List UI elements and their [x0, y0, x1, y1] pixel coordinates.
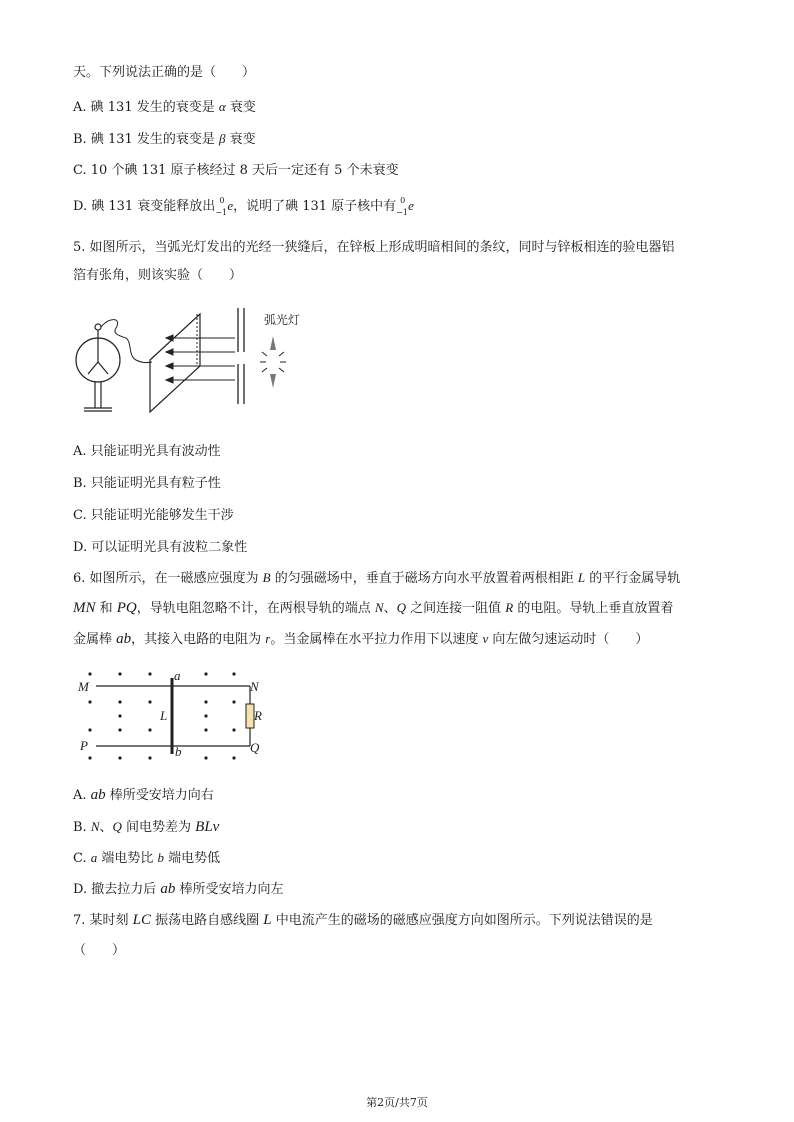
q5-option-b[interactable]: B. 只能证明光具有粒子性	[73, 476, 221, 491]
resistor	[246, 704, 254, 728]
q5-figure	[70, 308, 330, 420]
label-R: R	[254, 708, 262, 723]
slit	[238, 308, 244, 404]
q6-stem-line2: MN 和 PQ，导轨电阻忽略不计，在两根导轨的端点 N、Q 之间连接一阻值 R 的电阻。导轨上垂直放置着	[73, 600, 674, 616]
label-M: M	[78, 679, 89, 694]
electroscope	[76, 324, 120, 411]
lamp-label: 弧光灯	[264, 313, 301, 327]
q6-stem-line3: 金属棒 ab，其接入电路的电阻为 r。当金属棒在水平拉力作用下以速度 v 向左做匀速运动时（ ）	[73, 631, 649, 647]
q6-option-a[interactable]: A. ab 棒所受安培力向右	[73, 787, 214, 803]
q5-stem-line1: 5. 如图所示，当弧光灯发出的光经一狭缝后，在锌板上形成明暗相间的条纹，同时与锌板相连的验电器铝	[73, 240, 675, 255]
electron-notation: 0 −1	[396, 196, 408, 217]
label-L: L	[160, 708, 168, 723]
q7-stem-line1: 7. 某时刻 LC 振荡电路自感线圈 L 中电流产生的磁场的磁感应强度方向如图所示。下列说法错误的是	[73, 912, 653, 928]
q4-option-d[interactable]: D. 碘 131 衰变能释放出 0 −1 e，说明了碘 131 原子核中有 0 −1 e	[73, 196, 414, 217]
q6-option-b[interactable]: B. N、Q 间电势差为 BLv	[73, 819, 220, 835]
label-N: N	[250, 679, 259, 694]
zinc-plate	[150, 314, 200, 412]
q7-stem-line2: （ ）	[73, 943, 126, 958]
q5-stem-line2: 箔有张角，则该实验（ ）	[73, 268, 243, 283]
page-footer: 第2页/共7页	[366, 1096, 428, 1109]
q5-option-a[interactable]: A. 只能证明光具有波动性	[73, 444, 221, 459]
q6-figure	[74, 664, 274, 764]
label-a: a	[174, 668, 181, 683]
q6-option-c[interactable]: C. a 端电势比 b 端电势低	[73, 850, 221, 866]
q4-stem-tail: 天。下列说法正确的是（ ）	[73, 65, 256, 80]
electron-notation: 0 −1	[215, 196, 228, 217]
label-Q: Q	[250, 740, 260, 755]
arc-lamp-icon	[260, 336, 286, 388]
q6-option-d[interactable]: D. 撤去拉力后 ab 棒所受安培力向左	[73, 881, 284, 897]
q5-option-d[interactable]: D. 可以证明光具有波粒二象性	[73, 540, 248, 555]
label-b: b	[175, 744, 182, 759]
q4-option-b[interactable]: B. 碘 131 发生的衰变是 β 衰变	[73, 131, 256, 147]
q6-stem-line1: 6. 如图所示，在一磁感应强度为 B 的匀强磁场中，垂直于磁场方向水平放置着两根相距 L 的平行金属导轨	[73, 570, 681, 586]
q4-option-c[interactable]: C. 10 个碘 131 原子核经过 8 天后一定还有 5 个未衰变	[73, 163, 399, 178]
q5-option-c[interactable]: C. 只能证明光能够发生干涉	[73, 508, 234, 523]
label-P: P	[80, 738, 88, 753]
q4-option-a[interactable]: A. 碘 131 发生的衰变是 α 衰变	[73, 99, 256, 115]
